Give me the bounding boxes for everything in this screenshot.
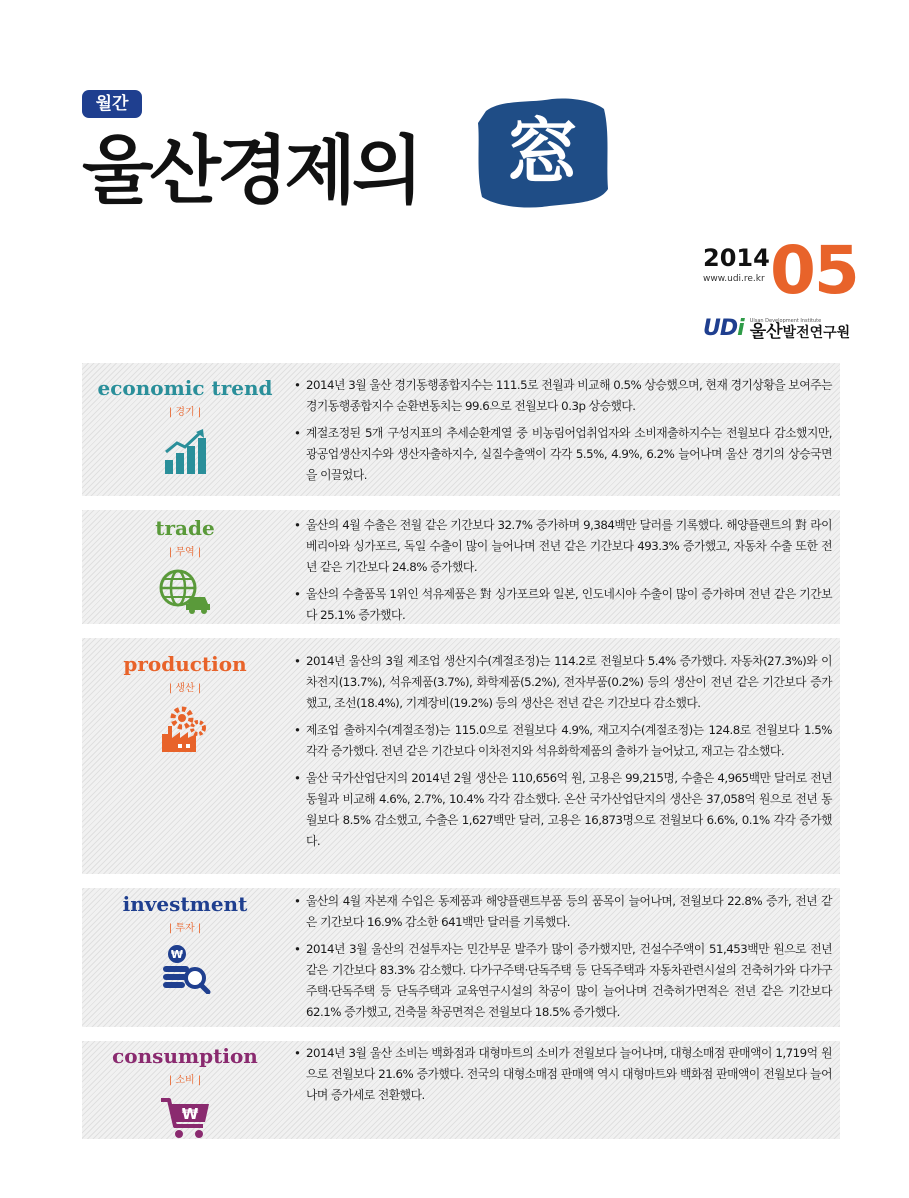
bullet-list: [294, 515, 832, 632]
category-korean-label: | 경기 |: [168, 407, 202, 418]
category-consumption: [82, 1043, 288, 1140]
seal-glyph: 窓: [505, 109, 579, 194]
bullet-item: • 울산의 4월 수출은 전월 같은 기간보다 32.7% 증가하며 9,384백만 달러를 기록했다. 해양플랜트의 對 라이베리아와 싱가포르, 독일 수출이 많이 늘어나며 전년 같은 기간보다 493.3% 증가했고, 자동차 수출 또한 전년 같은 기간보다 24.8% 증가했다.: [294, 515, 832, 578]
bullet-item: • 울산 국가산업단지의 2014년 2월 생산은 110,656억 원, 고용은 99,215명, 수출은 4,965백만 달러로 전년 동월과 비교해 4.6%, 2.7%, 10.4% 각각 감소했다. 온산 국가산업단지의 생산은 37,058억 원으로 전년 동월보다 8.5% 감소했고, 수출은 1,627백만 달러, 고용은 16,873명으로 전월보다 6.6%, 0.1% 각각 증가했다.: [294, 768, 832, 852]
issue-number: 05: [770, 232, 858, 309]
section-divider: [82, 1027, 840, 1041]
category-korean-label: | 생산 |: [168, 683, 202, 694]
svg-text:₩: ₩: [170, 948, 184, 961]
institute-name-ko: 울산발전연구원: [749, 322, 851, 342]
page-header: [0, 0, 909, 360]
category-investment: [82, 891, 288, 994]
bullet-list: [294, 1043, 832, 1112]
globe-car-icon: [158, 568, 212, 614]
factory-gears-icon: [160, 704, 210, 754]
section-divider: [82, 496, 840, 510]
economic-summary-panel: [82, 363, 840, 1139]
category-trade: [82, 515, 288, 614]
section-trade: [82, 515, 840, 625]
section-investment: [82, 891, 840, 1027]
won-cart-icon: [159, 1096, 211, 1140]
bullet-item: • 울산의 4월 자본재 수입은 동제품과 해양플랜트부품 등의 품목이 늘어나며, 전월보다 22.8% 증가, 전년 같은 기간보다 16.9% 감소한 641백만 달러를 기록했다.: [294, 891, 832, 933]
section-consumption: [82, 1043, 840, 1135]
category-title: production: [123, 652, 247, 676]
category-title: trade: [155, 516, 215, 540]
category-korean-label: | 소비 |: [168, 1075, 202, 1086]
institute-name-en: Ulsan Development Institute: [749, 318, 822, 324]
coins-magnifier-icon: [159, 944, 211, 994]
category-korean-label: | 투자 |: [168, 923, 202, 934]
category-economic-trend: [82, 375, 288, 474]
bullet-list: [294, 375, 832, 492]
bullet-item: • 2014년 3월 울산 소비는 백화점과 대형마트의 소비가 전월보다 늘어나며, 대형소매점 판매액이 1,719억 원으로 전월보다 21.6% 증가했다. 전국의 대형소매점 판매액 역시 대형마트와 백화점 판매액이 전월보다 늘어나며 증가세로 전환했다.: [294, 1043, 832, 1106]
bullet-item: • 2014년 3월 울산 경기동행종합지수는 111.5로 전월과 비교해 0.5% 상승했으며, 현재 경기상황을 보여주는 경기동행종합지수 순환변동치는 99.6으로 전월보다 0.3p 상승했다.: [294, 375, 832, 417]
institute-name: [750, 318, 850, 341]
category-production: [82, 651, 288, 754]
window-seal-logo: [472, 93, 612, 213]
category-title: economic trend: [97, 376, 273, 400]
category-title: investment: [122, 892, 248, 916]
section-divider: [82, 874, 840, 888]
publication-title: 울산경제의: [82, 128, 420, 214]
udi-logo-mark: UDi: [703, 316, 744, 341]
section-economic-trend: [82, 375, 840, 495]
bullet-item: • 2014년 울산의 3월 제조업 생산지수(계절조정)는 114.2로 전월보다 5.4% 증가했다. 자동차(27.3%)와 이차전지(13.7%), 석유제품(3.7%), 화학제품(5.2%), 전자부품(0.2%) 등의 생산이 전년 같은 기간보다 증가했고, 조선(18.4%), 기계장비(19.2%) 등의 생산은 전년 같은 기간보다 감소했다.: [294, 651, 832, 714]
bullet-item: • 계절조정된 5개 구성지표의 추세순환계열 중 비농림어업취업자와 소비재출하지수는 전월보다 감소했지만, 광공업생산지수와 생산자출하지수, 실질수출액이 각각 5.5%, 4.9%, 6.2% 늘어나며 울산 경기의 상승국면을 이끌었다.: [294, 423, 832, 486]
bullet-item: • 제조업 출하지수(계절조정)는 115.0으로 전월보다 4.9%, 재고지수(계절조정)는 124.8로 전월보다 1.5% 각각 증가했다. 전년 같은 기간보다 이차전지와 석유화학제품의 출하가 늘어났고, 재고는 감소했다.: [294, 720, 832, 762]
monthly-badge: 월간: [82, 90, 142, 118]
section-divider: [82, 624, 840, 638]
category-title: consumption: [112, 1044, 258, 1068]
udi-logo: [703, 313, 850, 341]
issue-year: 2014: [703, 244, 770, 272]
category-korean-label: | 무역 |: [168, 547, 202, 558]
section-production: [82, 651, 840, 865]
svg-text:₩: ₩: [181, 1105, 199, 1123]
bullet-item: • 2014년 3월 울산의 건설투자는 민간부문 발주가 많이 증가했지만, 건설수주액이 51,453백만 원으로 전년 같은 기간보다 83.3% 감소했다. 다가구주택·단독주택 등 단독주택과 자동차관련시설의 건축허가와 다가구주택·단독주택 등 단독주택과 교육연구시설의 착공이 많이 늘어나며 건축허가면적은 전년 같은 기간보다 62.1% 증가했고, 건축물 착공면적은 전월보다 18.5% 증가했다.: [294, 939, 832, 1023]
bar-chart-growth-icon: [163, 428, 207, 474]
bullet-list: [294, 651, 832, 858]
website-url[interactable]: www.udi.re.kr: [703, 274, 765, 284]
bullet-item: • 울산의 수출품목 1위인 석유제품은 對 싱가포르와 일본, 인도네시아 수출이 많이 증가하며 전년 같은 기간보다 25.1% 증가했다.: [294, 584, 832, 626]
bullet-list: [294, 891, 832, 1029]
